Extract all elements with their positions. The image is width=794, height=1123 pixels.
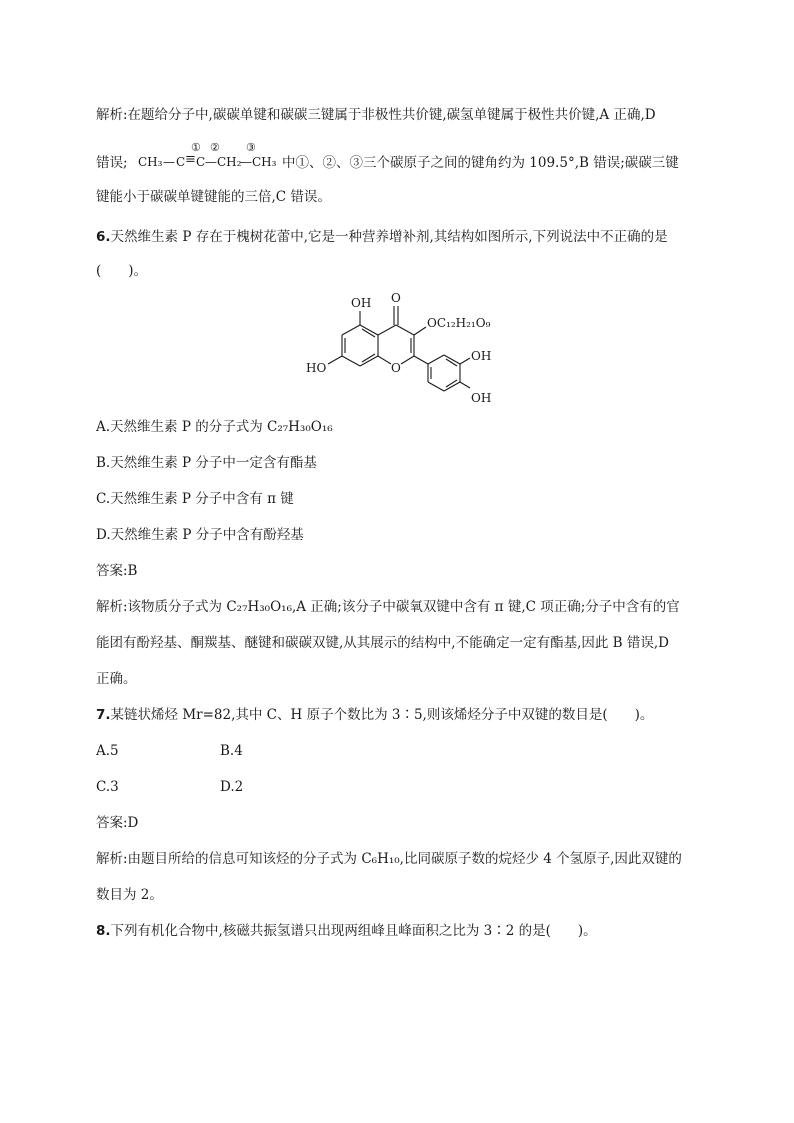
- q7-analysis-line1: 解析:由题目所给的信息可知该烃的分子式为 C₆H₁₀,比同碳原子数的烷烃少 4 个氢原子,因此双键的: [96, 851, 682, 867]
- q7-stem-line: [96, 706, 653, 724]
- formula-ch2: CH₂: [217, 155, 242, 169]
- label-oh-top: OH: [351, 296, 372, 310]
- formula-ch3b: CH₃: [252, 155, 277, 169]
- q6-stem2: ( )。: [96, 263, 148, 279]
- mark-2: ②: [210, 141, 220, 154]
- analysis-prev-line1: 解析:在题给分子中,碳碳单键和碳碳三键属于非极性共价键,碳氢单键属于极性共价键,A 正确,D: [96, 107, 656, 123]
- q6-analysis-line3: 正确。: [96, 671, 137, 687]
- formula-c2: C: [196, 155, 206, 169]
- vitamin-p-structure-diagram: [300, 280, 510, 410]
- analysis-prev-line3: 键能小于碳碳单键键能的三倍,C 错误。: [96, 189, 331, 205]
- analysis-prev-line2-prefix: 错误;: [96, 155, 128, 171]
- q6-analysis-line1: 解析:该物质分子式为 C₂₇H₃₀O₁₆,A 正确;该分子中碳氧双键中含有 π 键,C 项正确;分子中含有的官: [96, 599, 680, 615]
- label-oh-r2: OH: [471, 391, 492, 405]
- q6-stem1: 天然维生素 P 存在于槐树花蕾中,它是一种营养增补剂,其结构如图所示,下列说法中不正确的是: [110, 229, 668, 245]
- formula-c1: C: [176, 155, 186, 169]
- q6-option-c: C.天然维生素 P 分子中含有 π 键: [96, 491, 294, 507]
- mark-3: ③: [246, 141, 256, 154]
- label-sugar: OC₁₂H₂₁O₉: [427, 316, 491, 330]
- q7-answer: 答案:D: [96, 815, 139, 831]
- q7-option-b: B.4: [220, 743, 243, 759]
- analysis-prev-line2-suffix: 中①、②、③三个碳原子之间的键角约为 109.5°,B 错误;碳碳三键: [282, 155, 679, 171]
- q6-number: 6.: [96, 229, 111, 245]
- mark-1: ①: [191, 141, 201, 154]
- q6-option-d: D.天然维生素 P 分子中含有酚羟基: [96, 527, 304, 543]
- q6-answer: 答案:B: [96, 563, 138, 579]
- q8-stem-line: [96, 922, 597, 940]
- label-oh-r1: OH: [471, 349, 492, 363]
- q8-number: 8.: [96, 923, 111, 939]
- label-ho-left: HO: [306, 361, 327, 375]
- q6-stem-line1: [96, 228, 668, 246]
- q8-stem: 下列有机化合物中,核磁共振氢谱只出现两组峰且峰面积之比为 3∶2 的是( )。: [110, 923, 597, 939]
- label-o-keto: O: [391, 291, 401, 305]
- q6-analysis-line2: 能团有酚羟基、酮羰基、醚键和碳碳双键,从其展示的结构中,不能确定一定有酯基,因此 B 错误,D: [96, 635, 669, 651]
- formula-ch3: CH₃: [138, 155, 163, 169]
- q7-option-a: A.5: [96, 743, 119, 759]
- q6-option-b: B.天然维生素 P 分子中一定含有酯基: [96, 455, 317, 471]
- q7-option-c: C.3: [96, 779, 119, 795]
- q7-number: 7.: [96, 707, 111, 723]
- q6-option-a: A.天然维生素 P 的分子式为 C₂₇H₃₀O₁₆: [96, 419, 333, 435]
- q7-option-d: D.2: [220, 779, 244, 795]
- label-o-ring: O: [391, 361, 401, 375]
- q7-stem: 某链状烯烃 Mr=82,其中 C、H 原子个数比为 3∶5,则该烯烃分子中双键的数目是( )。: [110, 707, 654, 723]
- q7-analysis-line2: 数目为 2。: [96, 887, 163, 903]
